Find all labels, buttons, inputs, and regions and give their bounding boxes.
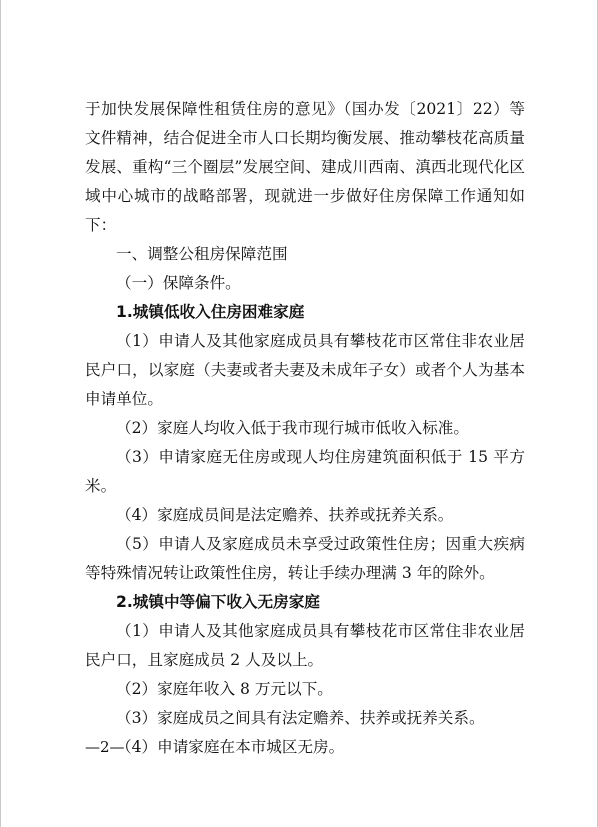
list-item-1-5: （5）申请人及家庭成员未享受过政策性住房；因重大疾病等特殊情况转让政策性住房，转让手续办理满 3 年的除外。: [85, 535, 525, 582]
document-body: [85, 95, 525, 762]
list-item-1-4: （4）家庭成员间是法定赡养、扶养或抚养关系。: [116, 506, 454, 524]
subsection-heading-eligibility: （一）保障条件。: [116, 274, 241, 292]
heading-middle-lower-income-families: 2.城镇中等偏下收入无房家庭: [116, 593, 320, 611]
paragraph-continuation: 于加快发展保障性租赁住房的意见》（国办发〔2021〕22）等文件精神，结合促进全市人口长期均衡发展、推动攀枝花高质量发展、重构“三个圈层”发展空间、建成川西南、滇西北现代化区域中心城市的战略部署，现就进一步做好住房保障工作通知如下：: [85, 100, 525, 234]
list-item-1-2: （2）家庭人均收入低于我市现行城市低收入标准。: [116, 419, 469, 437]
heading-low-income-families: 1.城镇低收入住房困难家庭: [116, 303, 305, 321]
list-item-1-1: （1）申请人及其他家庭成员具有攀枝花市区常住非农业居民户口，以家庭（夫妻或者夫妻及未成年子女）或者个人为基本申请单位。: [85, 332, 525, 408]
list-item-2-1: （1）申请人及其他家庭成员具有攀枝花市区常住非农业居民户口，且家庭成员 2 人及以上。: [85, 622, 525, 669]
list-item-1-3: （3）申请家庭无住房或现人均住房建筑面积低于 15 平方米。: [85, 448, 525, 495]
list-item-2-4: （4）申请家庭在本市城区无房。: [116, 738, 345, 756]
page-number: —2—: [85, 738, 125, 756]
list-item-2-2: （2）家庭年收入 8 万元以下。: [116, 680, 333, 698]
section-heading-adjust-public-rental-scope: 一、调整公租房保障范围: [116, 245, 288, 263]
list-item-2-3: （3）家庭成员之间具有法定赡养、扶养或抚养关系。: [116, 709, 485, 727]
